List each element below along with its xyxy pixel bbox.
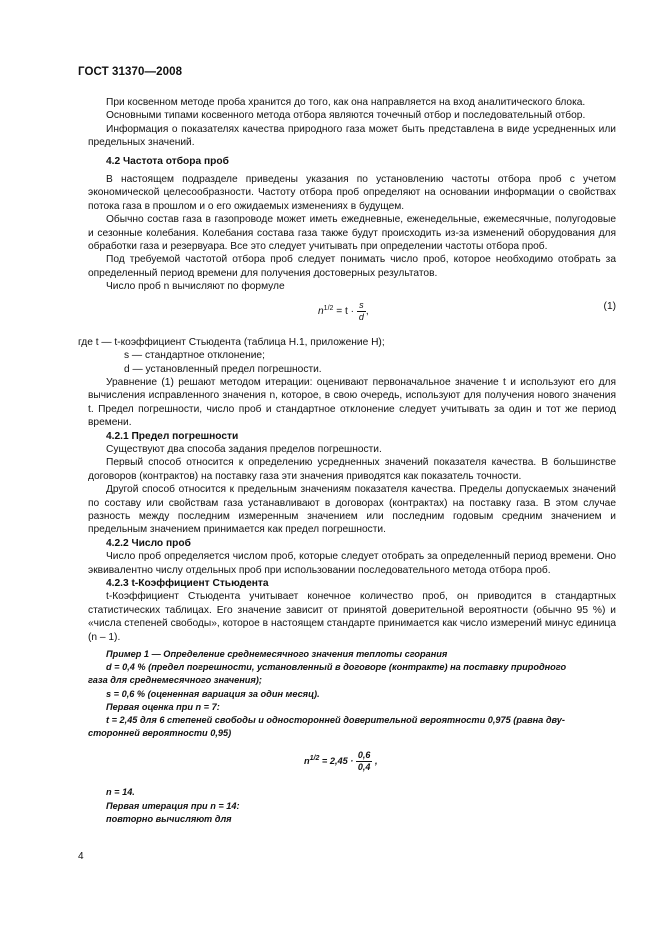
paragraph: Первый способ относится к определению усредненных значений показателя качества. В большинстве договоров (контрактов) на поставку газа эти значения приводятся как показатель точности. [88, 457, 616, 482]
paragraph: Основными типами косвенного метода отбора являются точечный отбор и последовательный отбор. [106, 110, 586, 122]
paragraph: Уравнение (1) решают методом итерации: оценивают первоначальное значение t и используют его для вычисления исправленного значения n, которое, в свою очередь, используют для получения нового значения t. Предел погрешности, число проб и стандартное отклонение следует учитывать за один и тот же период времени. [88, 376, 616, 429]
formula-1 [88, 294, 616, 336]
paragraph: Другой способ относится к предельным значениям показателя качества. Пределы допускаемых значений по составу или свойствам газа устанавливают в договорах (контрактах) на поставку газа. В этом случае разность между последним измеренным значением или последним годовым средним значением и предельным значением принимается как предел погрешности. [88, 484, 616, 536]
document-header: ГОСТ 31370—2008 [78, 66, 183, 78]
paragraph: В настоящем подразделе приведены указания по установлению частоты отбора проб с учетом экономической целесообразности. Частоту отбора проб определяют на основании информации о свойствах потока газа в прошлом и о его ожидаемых изменениях в будущем. [88, 174, 616, 212]
paragraph: Обычно состав газа в газопроводе может иметь ежедневные, еженедельные, ежемесячные, полугодовые и сезонные колебания. Колебания состава газа также будут происходить из-за изменений оборудования для обработки газа и резервуара. Все это следует учитывать при определении частоты отбора проб. [88, 214, 616, 253]
paragraph: Число проб определяется числом проб, которые следует отобрать за определенный период времени. Оно эквивалентно числу отдельных проб при использовании последовательного метода отбора проб. [88, 551, 616, 576]
example-block: Пример 1 — Определение среднемесячного значения теплоты сгорания d = 0,4 % (предел погрешности, установленный в договоре (контракте) на поставку природного газа для среднемесячного значения); s = 0,6 % (оцененная вариация за один месяц). Первая оценка при n = 7: t = 2,45 для 6 степеней свободы и односторонней доверительной вероятности 0,975 (равна дву- сторонней вероятности 0,95) $n^{1/2} = 2,45$ · $\frac{0,6}{0,4}$ , n = 14. Первая итерация при n = 14: повторно вычисляют для [88, 648, 616, 826]
formula-expression: $n^{1/2} = t$ · $\frac{s}{d}$ , [318, 299, 369, 322]
paragraph: Информация о показателях качества природного газа может быть представлена в виде усредненных или предельных значений. [88, 123, 616, 149]
formula-number: (1) [603, 300, 616, 312]
formula-legend: где t — t-коэффициент Стьюдента (таблица Н.1, приложение Н); s — стандартное отклонение; d — установленный предел погрешности. [78, 336, 385, 375]
page-number: 4 [78, 851, 84, 862]
document-body [78, 96, 616, 826]
paragraph: Под требуемой частотой отбора проб следует понимать число проб, которое необходимо отобрать за определенный период времени для получения достоверных результатов. [88, 254, 616, 279]
section-heading-4-2-1: 4.2.1 Предел погрешности [106, 430, 239, 442]
section-heading-4-2-2: 4.2.2 Число проб [106, 537, 191, 549]
paragraph: t-Коэффициент Стьюдента учитывает конечное количество проб, он приводится в стандартных статистических таблицах. Его значение зависит от принятой доверительной вероятности (обычно 95 %) и «числа степеней свободы», которое в настоящем стандарте принимается как число измерений минус единица (n – 1). [88, 591, 616, 643]
fraction: $\frac{s}{d}$ [358, 299, 364, 322]
paragraph: Число проб n вычисляют по формуле [106, 281, 285, 293]
section-heading-4-2: 4.2 Частота отбора проб [106, 155, 229, 167]
example-formula: $n^{1/2} = 2,45$ · $\frac{0,6}{0,4}$ , [304, 750, 378, 773]
paragraph: Существуют два способа задания пределов погрешности. [106, 443, 382, 455]
paragraph: При косвенном методе проба хранится до того, как она направляется на вход аналитического блока. [106, 97, 586, 108]
section-heading-4-2-3: 4.2.3 t-Коэффициент Стьюдента [106, 578, 269, 589]
fraction: $\frac{0,6}{0,4}$ [357, 750, 371, 773]
